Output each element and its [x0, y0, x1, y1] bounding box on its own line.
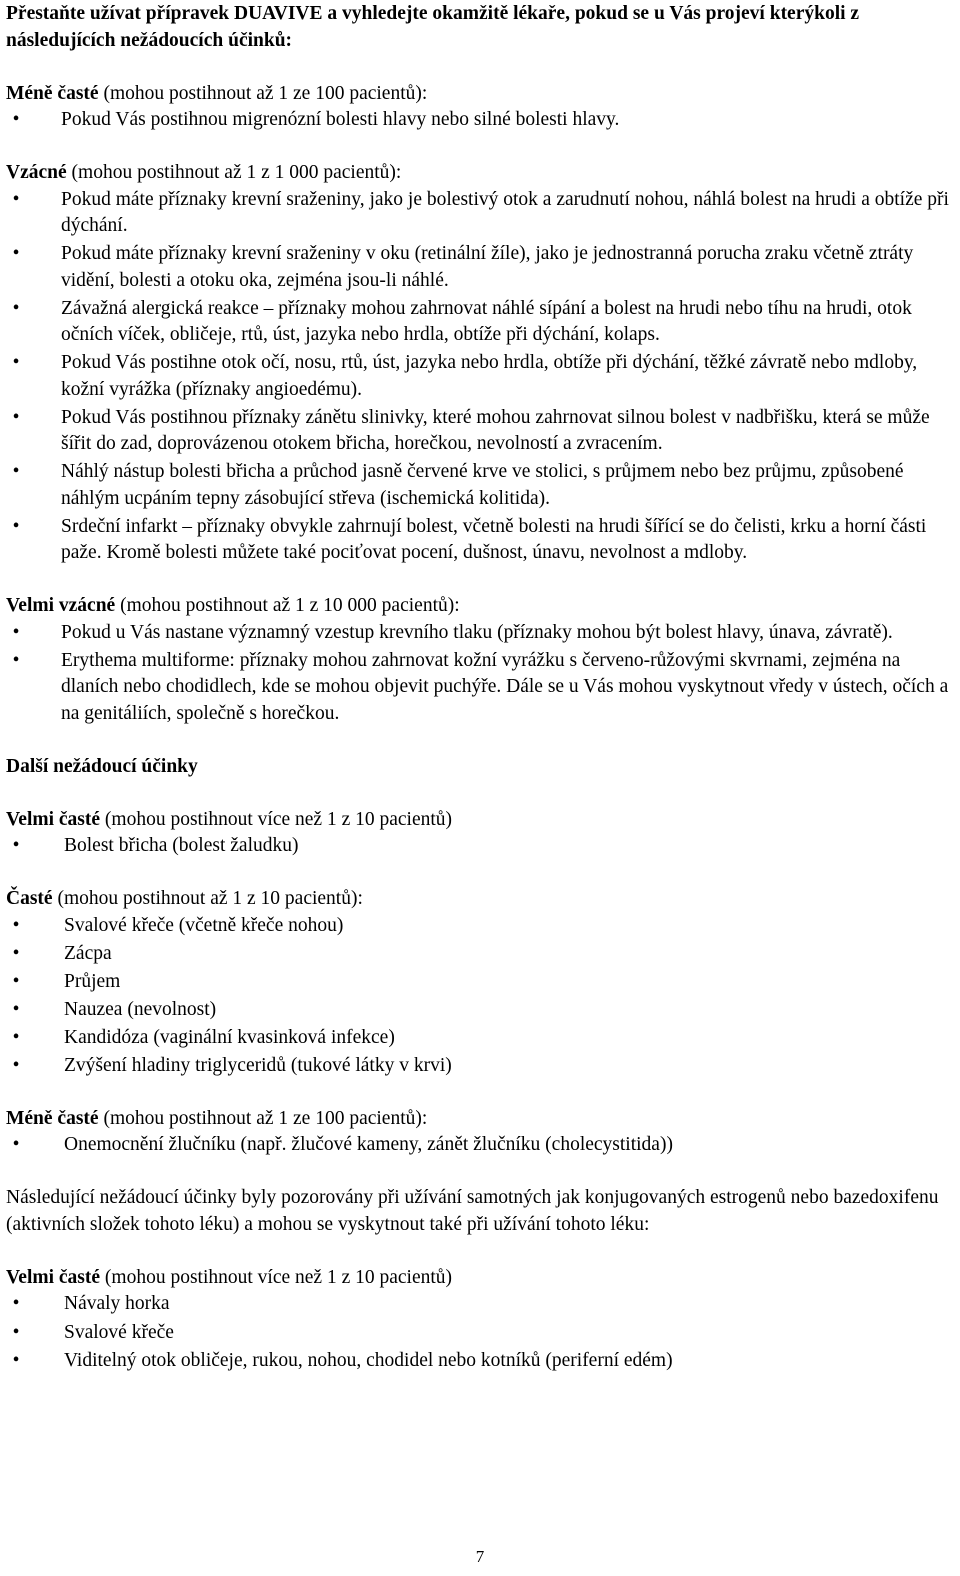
- bullet-icon: •: [12, 942, 20, 964]
- bullet-icon: •: [12, 515, 20, 537]
- other-very-common-heading: Velmi časté (mohou postihnout více než 1 z 10 pacientů): [6, 808, 453, 830]
- other-common-heading: Časté (mohou postihnout až 1 z 10 pacientů):: [6, 888, 363, 909]
- list-item: • Náhlý nástup bolesti břicha a průchod jasně červené krve ve stolici, s průjmem nebo bez průjmu, způsobené náhlým ucpáním tepny zásobující střeva (ischemická kolitida).: [6, 459, 952, 512]
- list-item: • Pokud máte příznaky krevní sraženiny, jako je bolestivý otok a zarudnutí nohou, náhlá bolest na hrudi a obtíže při dýchání.: [6, 187, 952, 240]
- estrogen-very-common-list: [6, 1291, 952, 1374]
- serious-uncommon-heading: Méně časté (mohou postihnout až 1 ze 100 pacientů):: [6, 82, 428, 104]
- list-item: • Pokud máte příznaky krevní sraženiny v oku (retinální žíle), jako je jednostranná porucha zraku včetně ztráty vidění, bolesti a otoku oka, zejména jsou-li náhlé.: [6, 241, 952, 294]
- bullet-icon: •: [12, 297, 20, 319]
- bullet-icon: •: [12, 243, 20, 264]
- bullet-icon: •: [12, 1293, 20, 1315]
- list-item: • Svalové křeče: [6, 1320, 952, 1347]
- list-item: • Návaly horka: [6, 1291, 952, 1318]
- serious-very-rare-list: [6, 620, 952, 728]
- other-uncommon-heading: Méně časté (mohou postihnout až 1 ze 100 pacientů):: [6, 1107, 428, 1129]
- bullet-icon: •: [12, 914, 20, 936]
- bullet-icon: •: [12, 1054, 20, 1076]
- list-item: • Závažná alergická reakce – příznaky mohou zahrnovat náhlé sípání a bolest na hrudi nebo tíhu na hrudi, otok očních víček, obličeje, rtů, úst, jazyka nebo hrdla, obtíže při dýchání, kolaps.: [6, 296, 952, 349]
- list-item: • Průjem: [6, 969, 952, 996]
- other-common-list: [6, 913, 952, 1080]
- serious-uncommon-list: [6, 107, 952, 134]
- bullet-icon: •: [12, 461, 20, 482]
- estrogen-note: Následující nežádoucí účinky byly pozorovány při užívání samotných jak konjugovaných estrogenů nebo bazedoxifenu (aktivních složek tohoto léku) a mohou se vyskytnout také při užívání tohoto léku:: [6, 1187, 939, 1235]
- bullet-icon: •: [12, 835, 20, 856]
- serious-very-rare-heading: Velmi vzácné (mohou postihnout až 1 z 10 000 pacientů):: [6, 595, 460, 616]
- serious-rare-heading: Vzácné (mohou postihnout až 1 z 1 000 pacientů):: [6, 162, 402, 183]
- serious-rare-list: [6, 187, 952, 567]
- list-item: • Erythema multiforme: příznaky mohou zahrnovat kožní vyrážku s červeno-růžovými skvrnami, zejména na dlaních nebo chodidlech, kde se mohou objevit puchýře. Dále se u Vás mohou vyskytnout vředy v ústech, očích a na genitáliích, společně s horečkou.: [6, 648, 952, 728]
- list-item: • Zácpa: [6, 941, 952, 968]
- bullet-icon: •: [12, 188, 20, 210]
- bullet-icon: •: [12, 649, 20, 671]
- bullet-icon: •: [12, 1134, 20, 1156]
- bullet-icon: •: [12, 1349, 20, 1371]
- list-item: • Pokud u Vás nastane významný vzestup krevního tlaku (příznaky mohou být bolest hlavy, únava, závratě).: [6, 620, 952, 647]
- bullet-icon: •: [12, 621, 20, 643]
- intro-warning: Přestaňte užívat přípravek DUAVIVE a vyhledejte okamžitě lékaře, pokud se u Vás projeví kterýkoli z následujících nežádoucích účinků:: [6, 3, 860, 51]
- estrogen-very-common-heading: Velmi časté (mohou postihnout více než 1 z 10 pacientů): [6, 1266, 453, 1288]
- other-uncommon-list: [6, 1132, 952, 1159]
- list-item: • Zvýšení hladiny triglyceridů (tukové látky v krvi): [6, 1053, 952, 1080]
- bullet-icon: •: [12, 1321, 20, 1343]
- list-item: • Nauzea (nevolnost): [6, 997, 952, 1024]
- list-item: • Pokud Vás postihnou migrenózní bolesti hlavy nebo silné bolesti hlavy.: [6, 107, 952, 134]
- list-item: • Srdeční infarkt – příznaky obvykle zahrnují bolest, včetně bolesti na hrudi šířící se do čelisti, krku a horní části paže. Kromě bolesti můžete také pociťovat pocení, dušnost, únavu, nevolnost a mdloby.: [6, 514, 952, 567]
- list-item: • Bolest břicha (bolest žaludku): [6, 833, 952, 860]
- page-number: 7: [475, 1547, 485, 1566]
- document-page: [6, 1, 952, 1376]
- list-item: • Viditelný otok obličeje, rukou, nohou, chodidel nebo kotníků (periferní edém): [6, 1348, 952, 1375]
- list-item: • Pokud Vás postihne otok očí, nosu, rtů, úst, jazyka nebo hrdla, obtíže při dýchání, těžké závratě nebo mdloby, kožní vyrážka (příznaky angioedému).: [6, 350, 952, 403]
- bullet-icon: •: [12, 998, 20, 1020]
- list-item: • Kandidóza (vaginální kvasinková infekce): [6, 1025, 952, 1052]
- bullet-icon: •: [12, 1026, 20, 1048]
- other-effects-heading: Další nežádoucí účinky: [6, 755, 198, 777]
- other-very-common-list: [6, 833, 952, 860]
- list-item: • Svalové křeče (včetně křeče nohou): [6, 913, 952, 940]
- bullet-icon: •: [12, 406, 20, 428]
- bullet-icon: •: [12, 109, 20, 130]
- list-item: • Onemocnění žlučníku (např. žlučové kameny, zánět žlučníku (cholecystitida)): [6, 1132, 952, 1159]
- list-item: • Pokud Vás postihnou příznaky zánětu slinivky, které mohou zahrnovat silnou bolest v nadbřišku, která se může šířit do zad, doprovázenou otokem břicha, horečkou, nevolností a zvracením.: [6, 405, 952, 458]
- bullet-icon: •: [12, 970, 20, 992]
- bullet-icon: •: [12, 352, 20, 373]
